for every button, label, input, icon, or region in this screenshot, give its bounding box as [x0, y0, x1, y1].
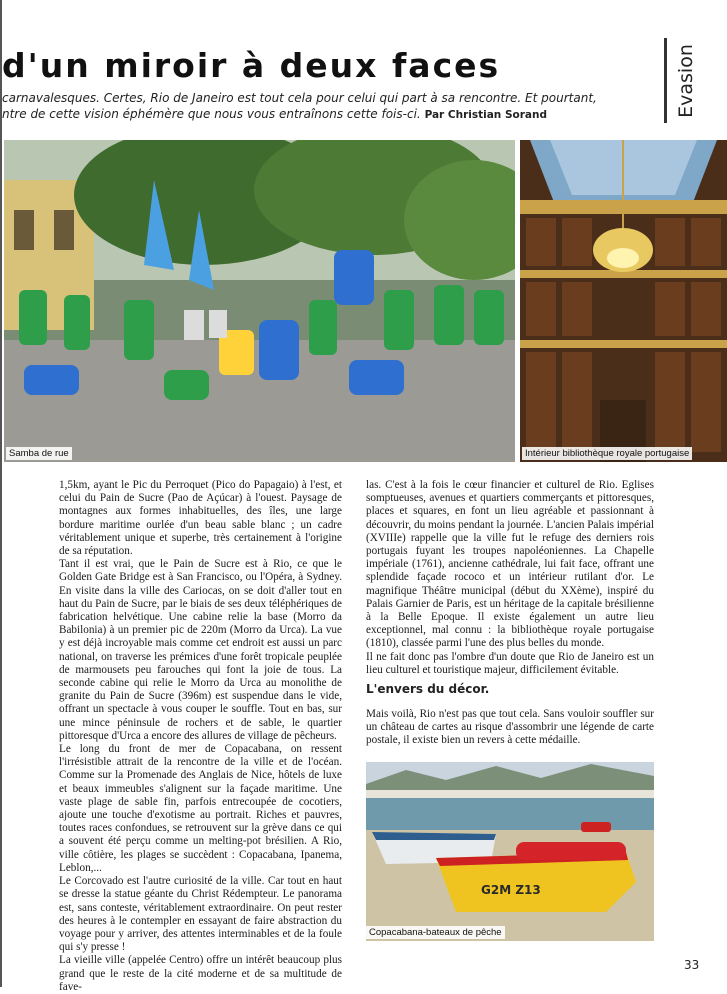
intro-line-2-text: ntre de cette vision éphémère que nous vous entraînons cette fois-ci. — [2, 106, 421, 121]
intro-line-1: carnavalesques. Certes, Rio de Janeiro est tout cela pour celui qui part à sa rencontre. Et pourtant, — [2, 91, 597, 105]
paragraph: Tant il est vrai, que le Pain de Sucre est à Rio, ce que le Golden Gate Bridge est à San Francisco, ou l'Opéra, à Sydney. En visite dans la ville des Cariocas, on se doit d'aller tout en haut du Pain de Sucre, par le biais de ses deux téléphériques de fabrication helvétique. Une cabine relie la base (Morro da Babilonia) à un premier pic de 220m (Morro da Urca). La vue y est déjà incroyable mais comme cet endroit est aussi un parc national, on traverse les prémices d'une forêt tropicale peuplée de marmousets peu farouches qui font la joie de tous. La seconde cabine qui relie le Morro da Urca au monolithe de granite du Pain de Sucre (396m) est suspendue dans le vide, offrant un spectacle à vous couper le souffle. Tout en bas, sur une mince péninsule de rochers et de sable, le quartier pittoresque d'Urca a encore des allures de village de pêcheurs. — [59, 558, 342, 742]
left-column — [59, 479, 342, 994]
paragraph: Le Corcovado est l'autre curiosité de la ville. Car tout en haut se dresse la statue géante du Christ Rédempteur. Le panorama est, sans conteste, véritablement extraordinaire. On peut rester des heures à le contempler en essayant de faire abstraction du voyage pour y arriver, des attentes interminables et de la foule qui s'y presse ! — [59, 875, 342, 954]
boat-label: G2M Z13 — [481, 883, 541, 897]
right-column-continued — [366, 708, 654, 748]
subheading: L'envers du décor. — [366, 682, 490, 696]
section-label: Evasion — [674, 43, 697, 118]
article-title: d'un miroir à deux faces — [2, 46, 501, 85]
paragraph: La vieille ville (appelée Centro) offre un intérêt beaucoup plus grand que le reste de la cité moderne et de sa multitude de fave- — [59, 954, 342, 993]
beach-boats-illustration — [366, 762, 654, 941]
library-photo — [520, 140, 727, 462]
boats-photo — [366, 762, 654, 941]
samba-photo — [4, 140, 515, 462]
author-byline: Par Christian Sorand — [424, 108, 547, 121]
paragraph: Le long du front de mer de Copacabana, on ressent l'irrésistible attrait de la rencontre de la ville et de l'océan. Comme sur la Promenade des Anglais de Nice, hôtels de luxe et beaux immeubles s'alignent sur la façade maritime. Une vaste plage de sable fin, parfois entrecoupée de cocotiers, ajoute une touche d'exotisme au portrait. Riches et pauvres, toutes races confondues, se retrouvent sur la grève dans ce qui a souvent été perçu comme un melting-pot brésilien. A Rio, ville côtière, les plages se succèdent : Copacabana, Ipanema, Leblon,... — [59, 743, 342, 874]
samba-scene-illustration — [4, 140, 515, 462]
right-column — [366, 479, 654, 677]
article-intro — [2, 91, 652, 123]
library-caption: Intérieur bibliothèque royale portugaise — [522, 447, 692, 460]
intro-line-2 — [2, 107, 652, 124]
library-interior-illustration — [520, 140, 727, 462]
paragraph: Il ne fait donc pas l'ombre d'un doute que Rio de Janeiro est un lieu culturel et touristique majeur, difficilement évitable. — [366, 650, 654, 676]
boats-caption: Copacabana-bateaux de pêche — [366, 926, 505, 939]
page-number: 33 — [684, 958, 700, 972]
paragraph: 1,5km, ayant le Pic du Perroquet (Pico do Papagaio) à l'est, et celui du Pain de Sucre (Pao de Açúcar) à l'ouest. Paysage de montagnes aux formes inhabituelles, des îles, une large bordure maritime ourlée d'un beau sable blanc ; un cadre véritablement unique et superbe, très certainement à l'origine de sa réputation. — [59, 479, 342, 558]
paragraph: las. C'est à la fois le cœur financier et culturel de Rio. Eglises somptueuses, avenues et quartiers commerçants et pittoresques, places et squares, en font un lieu agréable et passionnant à découvrir, du moins pendant la journée. L'ancien Palais impérial (XVIIIe) rappelle que la ville fut le refuge des derniers rois portugais fuyant les troupes napoléoniennes. La Chapelle impériale (1761), ancienne cathédrale, lui fait face, offrant une splendide façade rococo et un intérieur rutilant d'or. Le magnifique Théâtre municipal (début du XXème), inspiré du Palais Garnier de Paris, est un héritage de la capitale brésilienne à la Belle Epoque. Il existe également un autre lieu exceptionnel, mal connu : la bibliothèque royale portugaise (1810), classée parmi l'une des plus belles du monde. — [366, 479, 655, 650]
page-left-edge — [0, 0, 2, 987]
section-tag — [664, 38, 704, 123]
paragraph: Mais voilà, Rio n'est pas que tout cela. Sans vouloir souffler sur un château de cartes au risque d'assombrir une légende de carte postale, il existe bien un revers à cette médaille. — [366, 708, 654, 747]
samba-caption: Samba de rue — [6, 447, 72, 460]
